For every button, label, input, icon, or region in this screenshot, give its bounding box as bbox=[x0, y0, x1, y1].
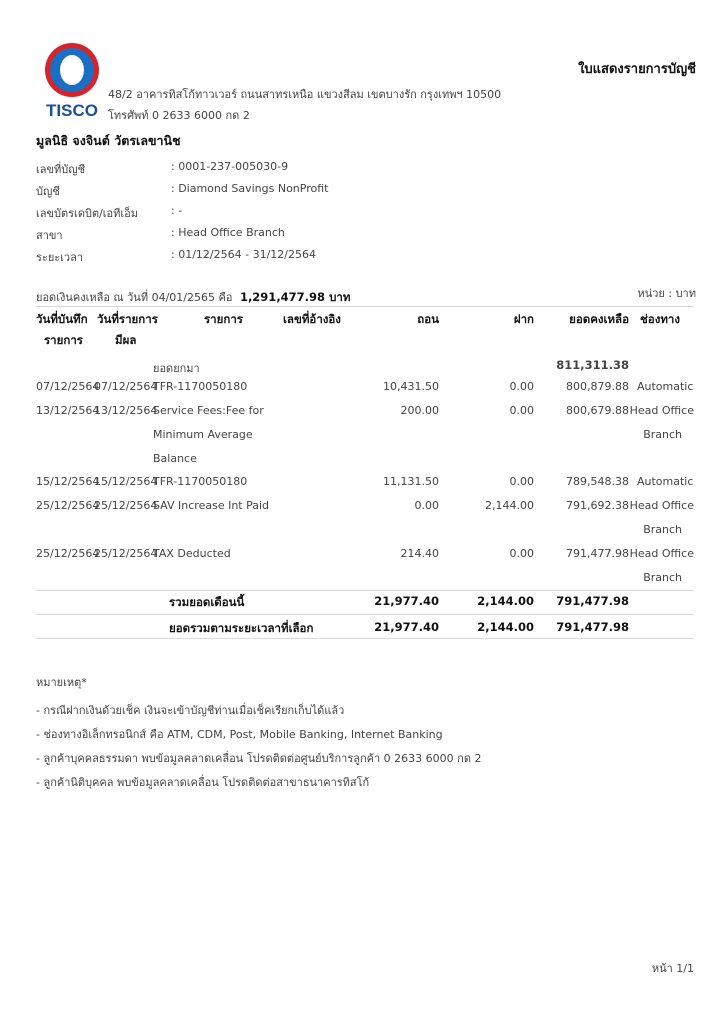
bank-address: 48/2 อาคารทิสโก้ทาวเวอร์ ถนนสาทรเหนือ แขวงสีลม เขตบางรัก กรุงเทพฯ 10500 bbox=[108, 88, 502, 101]
row-deposit: 0.00 bbox=[509, 380, 534, 393]
page-number: หน้า 1/1 bbox=[651, 962, 694, 975]
row-description: SAV Increase Int Paid bbox=[153, 499, 270, 512]
total-month-withdraw: 21,977.40 bbox=[374, 594, 439, 608]
row-description: TFR-1170050180 bbox=[153, 380, 248, 393]
balance-line bbox=[36, 288, 350, 307]
bank-phone: โทรศัพท์ 0 2633 6000 กด 2 bbox=[108, 109, 250, 122]
row-channel-line-2: Branch bbox=[643, 571, 682, 584]
branch-value: : Head Office Branch bbox=[171, 226, 285, 239]
row-description: TAX Deducted bbox=[153, 547, 231, 560]
account-type-value: : Diamond Savings NonProfit bbox=[171, 182, 329, 195]
header-effective-date: วันที่รายการ bbox=[97, 312, 158, 326]
unit-label: หน่วย : บาท bbox=[637, 287, 696, 300]
header-effective-date-2: มีผล bbox=[115, 333, 137, 347]
row-description: Service Fees:Fee for bbox=[153, 404, 264, 417]
total-period-label: ยอดรวมตามระยะเวลาที่เลือก bbox=[169, 621, 314, 635]
total-period-deposit: 2,144.00 bbox=[477, 620, 534, 634]
header-withdraw: ถอน bbox=[417, 312, 439, 326]
header-description: รายการ bbox=[204, 312, 243, 326]
period-value: : 01/12/2564 - 31/12/2564 bbox=[171, 248, 316, 261]
row-channel: Automatic bbox=[637, 475, 694, 488]
header-record-date: วันที่บันทึก bbox=[36, 312, 88, 326]
row-deposit: 0.00 bbox=[509, 475, 534, 488]
row-effective-date: 13/12/2564 bbox=[94, 404, 158, 417]
totals-rule-middle bbox=[36, 614, 694, 615]
row-balance: 789,548.38 bbox=[566, 475, 629, 488]
account-holder-name: มูลนิธิ จงจินต์ วัตรเลขานิช bbox=[36, 133, 181, 148]
total-month-deposit: 2,144.00 bbox=[477, 594, 534, 608]
balance-prefix: ยอดเงินคงเหลือ ณ วันที่ 04/01/2565 คือ bbox=[36, 291, 233, 304]
row-effective-date: 15/12/2564 bbox=[94, 475, 158, 488]
note-item: - ช่องทางอิเล็กทรอนิกส์ คือ ATM, CDM, Post, Mobile Banking, Internet Banking bbox=[36, 728, 443, 741]
notes-title: หมายเหตุ* bbox=[36, 676, 87, 689]
document-title: ใบแสดงรายการบัญชี bbox=[578, 62, 696, 77]
row-deposit: 2,144.00 bbox=[485, 499, 534, 512]
row-deposit: 0.00 bbox=[509, 547, 534, 560]
row-effective-date: 07/12/2564 bbox=[94, 380, 158, 393]
row-channel: Head Office bbox=[629, 547, 694, 560]
period-label: ระยะเวลา bbox=[36, 251, 84, 264]
note-item: - ลูกค้านิติบุคคล พบข้อมูลคลาดเคลื่อน โปรดติดต่อสาขาธนาคารทิสโก้ bbox=[36, 776, 370, 789]
opening-label: ยอดยกมา bbox=[153, 362, 200, 375]
row-description: TFR-1170050180 bbox=[153, 475, 248, 488]
row-balance: 791,477.98 bbox=[566, 547, 629, 560]
row-deposit: 0.00 bbox=[509, 404, 534, 417]
logo-text: TISCO bbox=[46, 101, 98, 120]
row-description-line-2: Minimum Average bbox=[153, 428, 253, 441]
row-withdraw: 0.00 bbox=[414, 499, 439, 512]
branch-label: สาขา bbox=[36, 229, 63, 242]
row-date: 25/12/2564 bbox=[36, 499, 100, 512]
row-channel: Head Office bbox=[629, 404, 694, 417]
row-channel: Automatic bbox=[637, 380, 694, 393]
row-channel-line-2: Branch bbox=[643, 523, 682, 536]
row-date: 25/12/2564 bbox=[36, 547, 100, 560]
row-balance: 800,679.88 bbox=[566, 404, 629, 417]
opening-balance: 811,311.38 bbox=[556, 358, 629, 372]
account-number-label: เลขที่บัญชี bbox=[36, 163, 86, 176]
total-period-withdraw: 21,977.40 bbox=[374, 620, 439, 634]
balance-amount: 1,291,477.98 บาท bbox=[239, 290, 351, 304]
header-deposit: ฝาก bbox=[513, 312, 534, 326]
header-balance: ยอดคงเหลือ bbox=[569, 312, 629, 326]
row-effective-date: 25/12/2564 bbox=[94, 547, 158, 560]
totals-rule-bottom bbox=[36, 638, 694, 639]
note-item: - กรณีฝากเงินด้วยเช็ค เงินจะเข้าบัญชีท่านเมื่อเช็คเรียกเก็บได้แล้ว bbox=[36, 704, 345, 717]
row-balance: 791,692.38 bbox=[566, 499, 629, 512]
row-withdraw: 214.40 bbox=[400, 547, 439, 560]
row-withdraw: 10,431.50 bbox=[383, 380, 439, 393]
row-date: 15/12/2564 bbox=[36, 475, 100, 488]
header-reference: เลขที่อ้างอิง bbox=[283, 312, 341, 326]
row-channel: Head Office bbox=[629, 499, 694, 512]
total-month-label: รวมยอดเดือนนี้ bbox=[169, 595, 245, 609]
row-channel-line-2: Branch bbox=[643, 428, 682, 441]
header-channel: ช่องทาง bbox=[640, 312, 680, 326]
row-date: 13/12/2564 bbox=[36, 404, 100, 417]
total-month-balance: 791,477.98 bbox=[556, 594, 629, 608]
row-withdraw: 200.00 bbox=[400, 404, 439, 417]
tisco-logo bbox=[40, 40, 104, 120]
account-type-label: บัญชี bbox=[36, 185, 60, 198]
row-date: 07/12/2564 bbox=[36, 380, 100, 393]
row-description-line-3: Balance bbox=[153, 452, 197, 465]
row-effective-date: 25/12/2564 bbox=[94, 499, 158, 512]
account-number-value: : 0001-237-005030-9 bbox=[171, 160, 289, 173]
debit-card-label: เลขบัตรเดบิต/เอทีเอ็ม bbox=[36, 207, 139, 220]
header-record-date-2: รายการ bbox=[44, 333, 83, 347]
totals-rule-top bbox=[36, 590, 694, 591]
note-item: - ลูกค้าบุคคลธรรมดา พบข้อมูลคลาดเคลื่อน โปรดติดต่อศูนย์บริการลูกค้า 0 2633 6000 กด 2 bbox=[36, 752, 482, 765]
total-period-balance: 791,477.98 bbox=[556, 620, 629, 634]
header-rule bbox=[36, 306, 694, 307]
row-withdraw: 11,131.50 bbox=[383, 475, 439, 488]
debit-card-value: : - bbox=[171, 204, 183, 217]
row-balance: 800,879.88 bbox=[566, 380, 629, 393]
